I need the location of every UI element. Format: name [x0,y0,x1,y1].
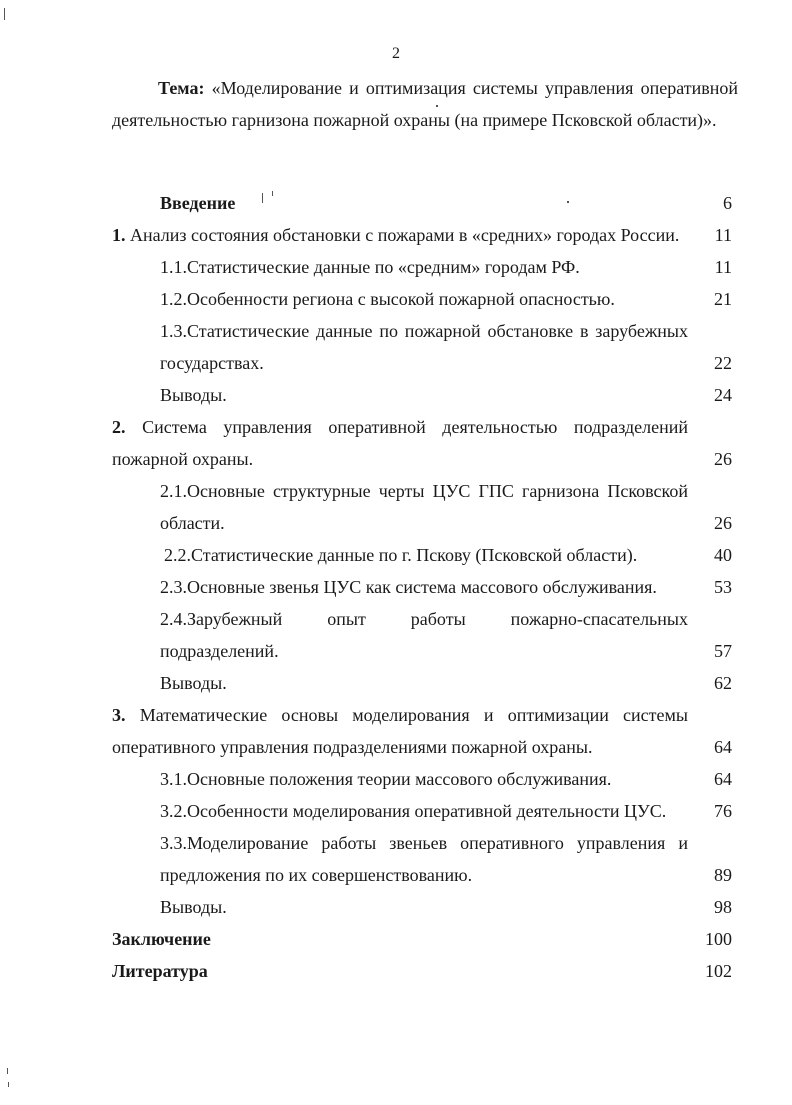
toc-conclusions-3 [112,891,732,923]
toc-chapter-2 [112,411,732,475]
toc-title: 1.2.Особенности региона с высокой пожарной опасностью. [160,289,615,309]
toc-page: 57 [714,641,732,661]
toc-title: Введение [160,193,236,213]
chapter-number: 2. [112,417,126,437]
toc-title: 1.1.Статистические данные по «средним» городам РФ. [160,257,580,277]
toc-title: 2.4.Зарубежный опыт работы пожарно-спасательных подразделений. [160,609,688,661]
toc-conclusions-2 [112,667,732,699]
toc-page: 21 [714,289,732,309]
toc-page: 53 [714,577,732,597]
scan-mark [567,201,569,203]
toc-title: 2.1.Основные структурные черты ЦУС ГПС гарнизона Псковской области. [160,481,688,533]
toc-page: 98 [714,897,732,917]
toc-title: Выводы. [160,673,227,693]
toc-title: 2.3.Основные звенья ЦУС как система массового обслуживания. [160,577,657,597]
toc-section-2-2 [112,539,732,571]
scan-mark [262,193,263,203]
toc-conclusions-1 [112,379,732,411]
toc-title: Выводы. [160,897,227,917]
toc-page: 76 [714,801,732,821]
toc-title: 3.2.Особенности моделирования оперативной деятельности ЦУС. [160,801,667,821]
toc-page: 40 [714,545,732,565]
topic-text: «Моделирование и оптимизация системы управления оперативной деятельностью гарнизона пожарной охраны (на примере Псковской области)». [112,78,739,130]
toc-section-3-3 [112,827,732,891]
toc-section-1-1 [112,251,732,283]
toc-entry-intro [160,187,732,219]
toc-page: 26 [714,513,732,533]
toc-title: 2.2.Статистические данные по г. Пскову (Псковской области). [164,545,638,565]
toc-section-3-2 [112,795,732,827]
scan-mark [7,1068,8,1074]
toc-page: 24 [714,385,732,405]
toc-chapter-1 [112,219,732,251]
chapter-number: 3. [112,705,126,725]
toc-entry-literature [112,955,732,987]
toc-page: 89 [714,865,732,885]
toc-section-2-3 [112,571,732,603]
toc-page: 64 [714,737,732,757]
topic-label: Тема: [158,78,205,98]
toc-title: 3.3.Моделирование работы звеньев оперативного управления и предложения по их совершенствованию. [160,833,688,885]
toc-title: Выводы. [160,385,227,405]
toc-page: 62 [714,673,732,693]
toc-section-1-3 [112,315,732,379]
toc-page: 26 [714,449,732,469]
toc-page: 100 [705,929,732,949]
scan-mark [8,1082,9,1087]
toc-page: 11 [714,225,732,245]
toc-section-2-4 [112,603,732,667]
toc-entry-conclusion [112,923,732,955]
toc-title: 3.1.Основные положения теории массового обслуживания. [160,769,612,789]
toc-title: Анализ состояния обстановки с пожарами в «средних» городах России. [130,225,680,245]
toc-section-3-1 [112,763,732,795]
scan-mark [272,191,273,196]
toc-chapter-3 [112,699,732,763]
toc-section-1-2 [112,283,732,315]
toc-page: 11 [714,257,732,277]
toc-title: 1.3.Статистические данные по пожарной обстановке в зарубежных государствах. [160,321,688,373]
page-number: 2 [392,45,400,62]
toc-title: Система управления оперативной деятельностью подразделений пожарной охраны. [112,417,688,469]
scan-mark [436,105,438,107]
toc-section-2-1 [112,475,732,539]
table-of-contents [112,187,732,987]
chapter-number: 1. [112,225,126,245]
toc-page: 6 [723,193,732,213]
toc-page: 22 [714,353,732,373]
topic [112,72,738,136]
toc-page: 102 [705,961,732,981]
toc-page: 64 [714,769,732,789]
toc-title: Литература [112,961,208,981]
scan-mark [4,8,5,20]
toc-title: Заключение [112,929,211,949]
toc-title: Математические основы моделирования и оптимизации системы оперативного управления подразделениями пожарной охраны. [112,705,689,757]
